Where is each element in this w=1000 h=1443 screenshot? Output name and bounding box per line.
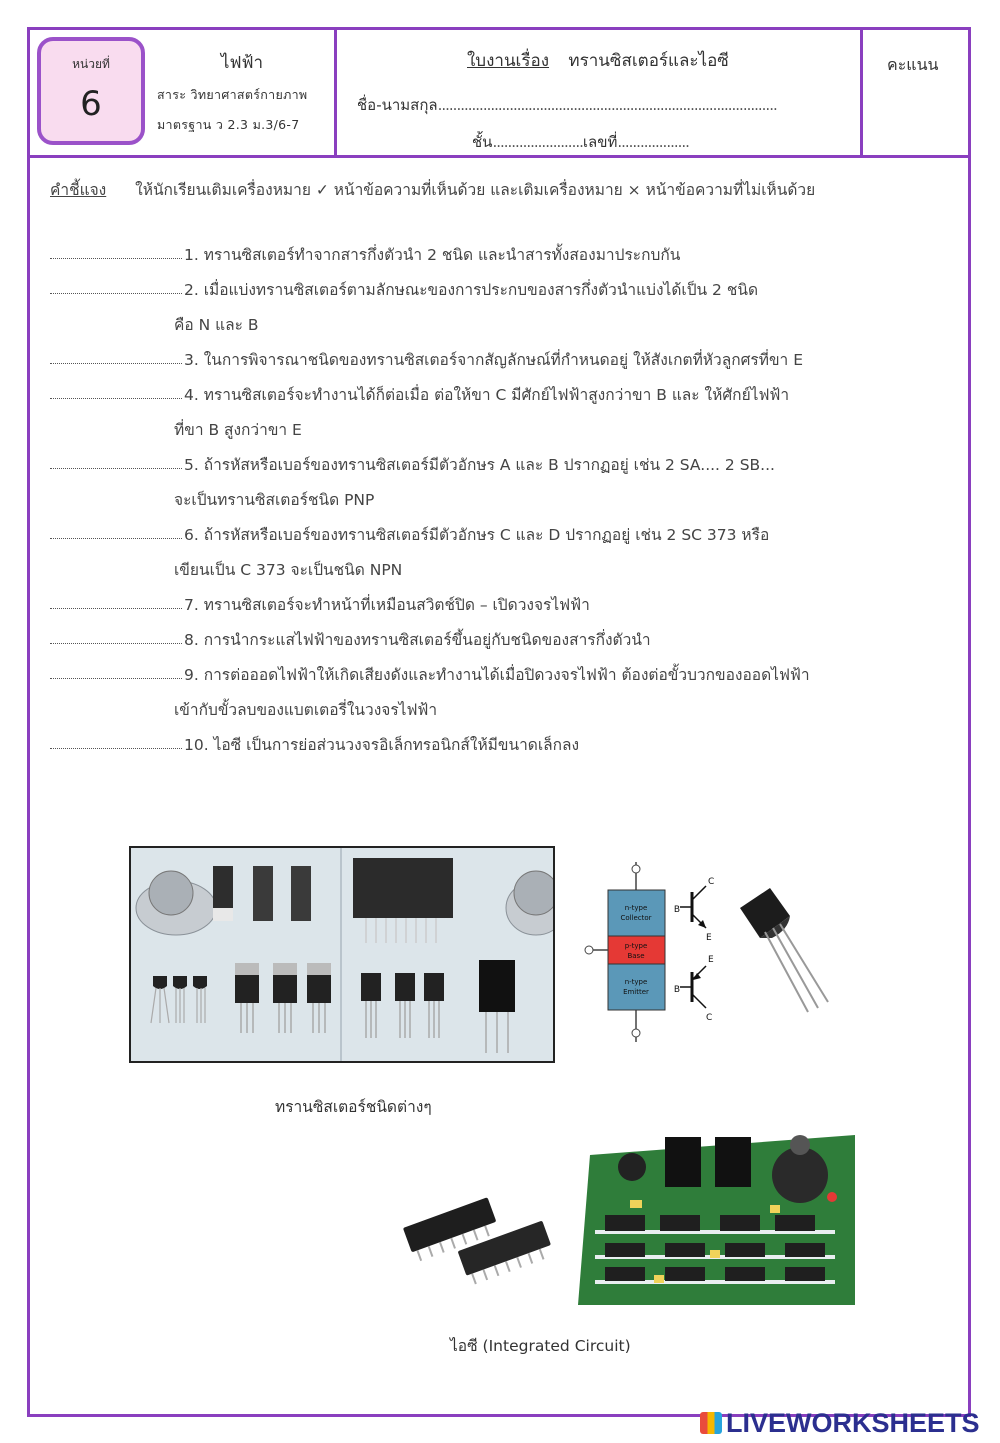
statement-item bbox=[50, 238, 930, 273]
circuit-board-photo bbox=[570, 1115, 860, 1315]
logo-icon bbox=[700, 1412, 722, 1434]
worksheet-header bbox=[27, 27, 971, 158]
npn-structure-diagram bbox=[580, 862, 730, 1042]
answer-blank[interactable] bbox=[50, 398, 182, 399]
answer-blank[interactable] bbox=[50, 468, 182, 469]
class-field[interactable] bbox=[472, 130, 689, 154]
svg-text:n-type: n-type bbox=[624, 904, 648, 912]
statement-text-cont: เขียนเป็น C 373 จะเป็นชนิด NPN bbox=[174, 561, 403, 579]
statement-item bbox=[50, 588, 930, 623]
to92-illustration bbox=[730, 880, 840, 1030]
answer-blank[interactable] bbox=[50, 293, 182, 294]
worksheet-title bbox=[467, 47, 729, 74]
instruction-label: คำชี้แจง bbox=[50, 181, 107, 199]
name-label: ชื่อ-นามสกุล bbox=[357, 96, 438, 114]
worksheet-label: ใบงานเรื่อง bbox=[467, 51, 550, 71]
name-dots: .......................................................................................... bbox=[437, 96, 777, 114]
score-label: คะแนน bbox=[887, 55, 939, 74]
statement-text: 4. ทรานซิสเตอร์จะทำงานได้ก็ต่อเมื่อ ต่อให้ขา C มีศักย์ไฟฟ้าสูงกว่าขา B และ ให้ศักย์ไฟฟ้า bbox=[184, 386, 790, 404]
transistors-caption: ทรานซิสเตอร์ชนิดต่างๆ bbox=[275, 1098, 432, 1116]
statement-text-cont: ที่ขา B สูงกว่าขา E bbox=[174, 421, 302, 439]
statement-item bbox=[50, 343, 930, 378]
statement-item bbox=[50, 273, 930, 343]
statement-text-cont: จะเป็นทรานซิสเตอร์ชนิด PNP bbox=[174, 491, 375, 509]
name-field[interactable] bbox=[357, 93, 777, 117]
statement-text: 9. การต่อออดไฟฟ้าให้เกิดเสียงดังและทำงานได้เมื่อปิดวงจรไฟฟ้า ต้องต่อขั้วบวกของออดไฟฟ้า bbox=[184, 666, 810, 684]
answer-blank[interactable] bbox=[50, 748, 182, 749]
subject-title: ไฟฟ้า bbox=[220, 53, 264, 73]
statement-text-cont: คือ N และ B bbox=[174, 316, 259, 334]
class-label: ชั้น bbox=[472, 133, 493, 151]
statement-item bbox=[50, 518, 930, 588]
statement-text: 7. ทรานซิสเตอร์จะทำหน้าที่เหมือนสวิตช์ปิด – เปิดวงจรไฟฟ้า bbox=[184, 596, 590, 614]
statement-item bbox=[50, 658, 930, 728]
svg-text:Base: Base bbox=[627, 952, 645, 960]
number-dots: ................... bbox=[617, 133, 689, 151]
answer-blank[interactable] bbox=[50, 643, 182, 644]
statement-text: 2. เมื่อแบ่งทรานซิสเตอร์ตามลักษณะของการประกบของสารกึ่งตัวนำแบ่งได้เป็น 2 ชนิด bbox=[184, 281, 759, 299]
statement-text: 1. ทรานซิสเตอร์ทำจากสารกึ่งตัวนำ 2 ชนิด และนำสารทั้งสองมาประกบกัน bbox=[184, 246, 681, 264]
answer-blank[interactable] bbox=[50, 538, 182, 539]
unit-number: 6 bbox=[80, 84, 102, 124]
ic-chips-illustration bbox=[395, 1185, 555, 1285]
svg-text:n-type: n-type bbox=[624, 978, 648, 986]
svg-text:C: C bbox=[708, 877, 715, 887]
pcb-illustration bbox=[570, 1115, 860, 1315]
unit-label: หน่วยที่ bbox=[72, 57, 110, 71]
transistors-photo bbox=[129, 846, 555, 1063]
svg-text:Collector: Collector bbox=[620, 914, 652, 922]
unit-badge bbox=[37, 37, 145, 145]
answer-blank[interactable] bbox=[50, 608, 182, 609]
svg-text:E: E bbox=[708, 955, 714, 965]
logo-text: LIVEWORKSHEETS bbox=[726, 1408, 980, 1438]
worksheet-topic: ทรานซิสเตอร์และไอซี bbox=[568, 51, 729, 71]
statement-list bbox=[50, 238, 930, 763]
statement-item bbox=[50, 378, 930, 448]
standard-text: มาตรฐาน ว 2.3 ม.3/6-7 bbox=[157, 117, 300, 132]
svg-text:Emitter: Emitter bbox=[623, 988, 649, 996]
svg-text:B: B bbox=[673, 985, 680, 995]
statement-item bbox=[50, 623, 930, 658]
ic-caption: ไอซี (Integrated Circuit) bbox=[450, 1337, 631, 1355]
liveworksheets-logo[interactable] bbox=[700, 1408, 980, 1439]
statement-text: 3. ในการพิจารณาชนิดของทรานซิสเตอร์จากสัญลักษณ์ที่กำหนดอยู่ ให้สังเกตที่หัวลูกศรที่ขา E bbox=[184, 351, 803, 369]
svg-text:C: C bbox=[706, 1013, 713, 1023]
statement-text: 10. ไอซี เป็นการย่อส่วนวงจรอิเล็กทรอนิกส์ให้มีขนาดเล็กลง bbox=[184, 736, 580, 754]
svg-text:p-type: p-type bbox=[624, 942, 648, 950]
statement-text-cont: เข้ากับขั้วลบของแบตเตอรี่ในวงจรไฟฟ้า bbox=[174, 701, 438, 719]
npn-diagram-illustration bbox=[580, 862, 730, 1042]
instruction-text: ให้นักเรียนเติมเครื่องหมาย ✓ หน้าข้อความที่เห็นด้วย และเติมเครื่องหมาย × หน้าข้อความที่ไม่เห็นด้วย bbox=[135, 181, 816, 199]
instruction bbox=[50, 177, 815, 202]
strand-text: สาระ วิทยาศาสตร์กายภาพ bbox=[157, 87, 308, 102]
answer-blank[interactable] bbox=[50, 363, 182, 364]
statement-text: 5. ถ้ารหัสหรือเบอร์ของทรานซิสเตอร์มีตัวอักษร A และ B ปรากฏอยู่ เช่น 2 SA.... 2 SB... bbox=[184, 456, 775, 474]
statement-text: 6. ถ้ารหัสหรือเบอร์ของทรานซิสเตอร์มีตัวอักษร C และ D ปรากฏอยู่ เช่น 2 SC 373 หรือ bbox=[184, 526, 770, 544]
answer-blank[interactable] bbox=[50, 258, 182, 259]
number-label: เลขที่ bbox=[582, 133, 618, 151]
header-divider bbox=[334, 27, 337, 155]
to92-transistor-photo bbox=[730, 880, 840, 1030]
ic-chips-photo bbox=[395, 1185, 555, 1285]
answer-blank[interactable] bbox=[50, 678, 182, 679]
statement-text: 8. การนำกระแสไฟฟ้าของทรานซิสเตอร์ขึ้นอยู่กับชนิดของสารกึ่งตัวนำ bbox=[184, 631, 651, 649]
class-dots: ........................ bbox=[492, 133, 583, 151]
transistors-illustration bbox=[131, 848, 553, 1061]
statement-item bbox=[50, 448, 930, 518]
header-divider bbox=[860, 27, 863, 155]
svg-text:E: E bbox=[706, 933, 712, 943]
statement-item bbox=[50, 728, 930, 763]
svg-text:B: B bbox=[673, 905, 680, 915]
